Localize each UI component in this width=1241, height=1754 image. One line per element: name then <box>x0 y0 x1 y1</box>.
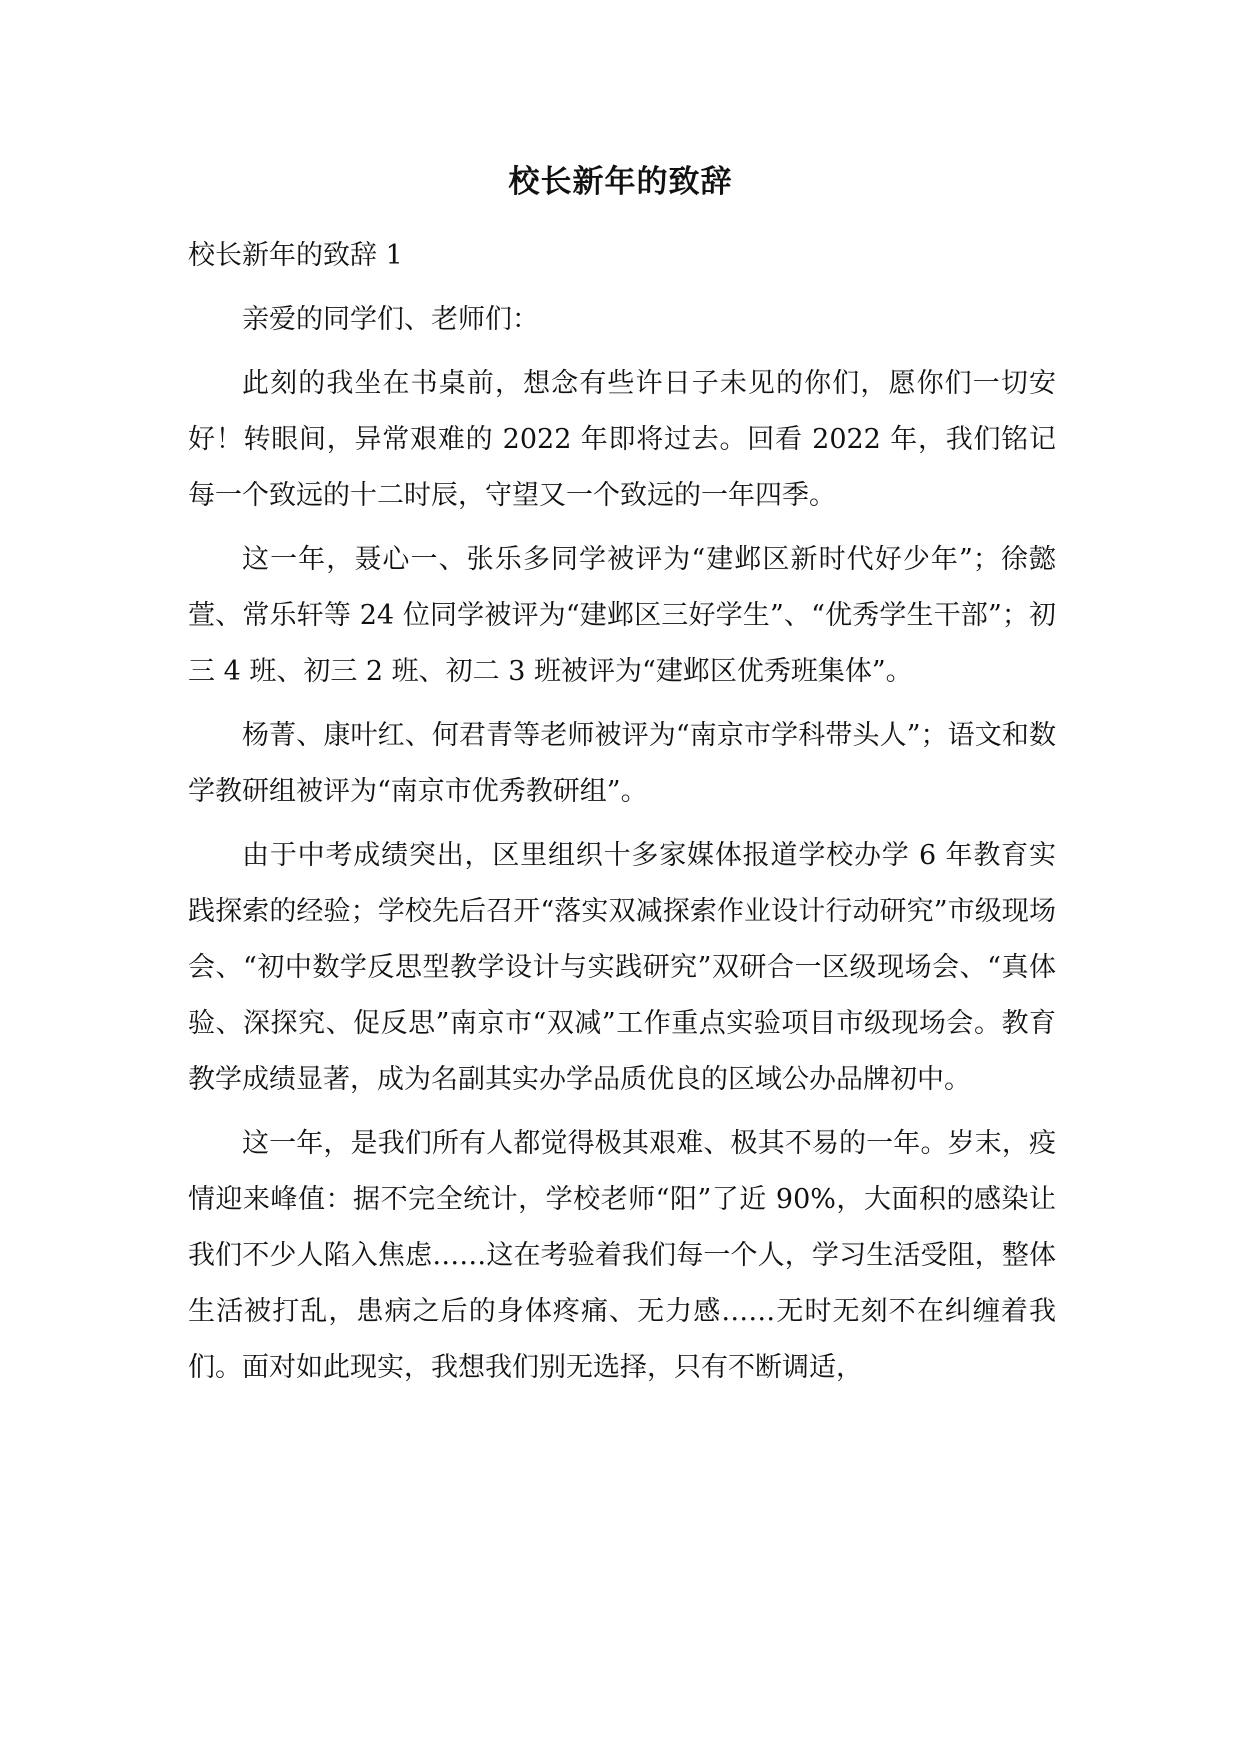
paragraph: 这一年，聂心一、张乐多同学被评为“建邺区新时代好少年”；徐懿萱、常乐轩等 24 位同学被评为“建邺区三好学生”、“优秀学生干部”；初三 4 班、初三 2 班、初二 3 班被评为“建邺区优秀班集体”。 <box>188 544 1056 687</box>
section-heading: 校长新年的致辞 1 <box>188 240 403 271</box>
paragraph: 此刻的我坐在书桌前，想念有些许日子未见的你们，愿你们一切安好！转眼间，异常艰难的 2022 年即将过去。回看 2022 年，我们铭记每一个致远的十二时辰，守望又一个致远的一年四季。 <box>188 368 1056 511</box>
document-title: 校长新年的致辞 <box>508 164 733 200</box>
paragraph: 由于中考成绩突出，区里组织十多家媒体报道学校办学 6 年教育实践探索的经验；学校先后召开“落实双减探索作业设计行动研究”市级现场会、“初中数学反思型教学设计与实践研究”双研合一区级现场会、“真体验、深探究、促反思”南京市“双减”工作重点实验项目市级现场会。教育教学成绩显著，成为名副其实办学品质优良的区域公办品牌初中。 <box>188 840 1056 1095</box>
paragraph: 杨菁、康叶红、何君青等老师被评为“南京市学科带头人”；语文和数学教研组被评为“南京市优秀教研组”。 <box>188 720 1056 807</box>
paragraph: 这一年，是我们所有人都觉得极其艰难、极其不易的一年。岁末，疫情迎来峰值：据不完全统计，学校老师“阳”了近 90%，大面积的感染让我们不少人陷入焦虑……这在考验着我们每一个人，学习生活受阻，整体生活被打乱，患病之后的身体疼痛、无力感……无时无刻不在纠缠着我们。面对如此现实，我想我们别无选择，只有不断调适， <box>188 1128 1056 1383</box>
paragraph-salutation: 亲爱的同学们、老师们： <box>242 304 539 335</box>
document-body <box>188 228 1056 1404</box>
